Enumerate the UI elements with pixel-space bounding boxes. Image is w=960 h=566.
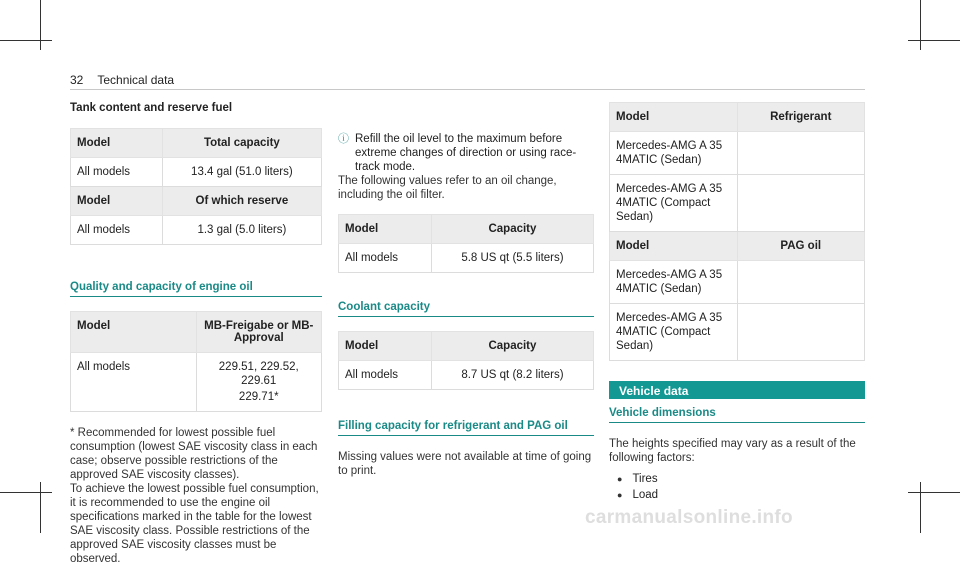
table-header: Capacity	[431, 215, 593, 244]
table-cell	[196, 353, 322, 412]
crop-mark	[40, 482, 41, 533]
table-header: Model	[339, 215, 432, 244]
note-text: Refill the oil level to the maximum before extreme changes of direction or using race-track mode.	[355, 133, 577, 173]
page-header	[70, 73, 174, 87]
oil-approval-table	[70, 311, 322, 412]
vehicle-data-banner: Vehicle data	[609, 381, 865, 399]
table-row	[339, 244, 594, 273]
section-title: Technical data	[97, 73, 175, 87]
table-header: Model	[71, 312, 197, 353]
table-row	[610, 304, 865, 361]
filling-text: Missing values were not available at time of going to print.	[338, 451, 592, 477]
table-cell: All models	[71, 216, 163, 245]
table-header: Of which reserve	[162, 187, 321, 216]
watermark: carmanualsonline.info	[585, 507, 793, 528]
table-row	[71, 158, 322, 187]
crop-mark	[920, 482, 921, 533]
column-left	[70, 102, 322, 566]
table-cell	[737, 132, 865, 175]
crop-mark	[908, 40, 960, 41]
coolant-title: Coolant capacity	[338, 301, 594, 317]
vehicle-dimensions-title: Vehicle dimensions	[609, 407, 865, 423]
refrigerant-table	[609, 102, 865, 361]
vehicle-text: The heights specified may vary as a result of the following factors:	[609, 438, 856, 464]
list-item: ● Load	[617, 489, 659, 501]
note	[338, 132, 594, 174]
crop-mark	[0, 492, 52, 493]
approval-values: 229.71*	[238, 391, 279, 403]
oil-paragraph: To achieve the lowest possible fuel consumption, it is recommended to use the engine oil specifications marked in the table for the lowest SAE viscosity class. Possible restrictions of the approved SAE viscosity classes must be observed.	[70, 483, 319, 565]
table-cell: All models	[71, 353, 197, 412]
table-row	[610, 261, 865, 304]
bullet-icon: ●	[617, 474, 623, 484]
table-header: MB-Freigabe or MB-Approval	[196, 312, 322, 353]
crop-mark	[908, 492, 960, 493]
filling-title: Filling capacity for refrigerant and PAG oil	[338, 420, 594, 436]
table-cell: 13.4 gal (51.0 liters)	[162, 158, 321, 187]
table-header: Model	[71, 129, 163, 158]
table-cell: Mercedes-AMG A 35 4MATIC (Compact Sedan)	[610, 175, 738, 232]
column-middle	[338, 102, 594, 478]
oil-title: Quality and capacity of engine oil	[70, 281, 322, 297]
table-cell: 8.7 US qt (8.2 liters)	[431, 361, 593, 390]
table-cell	[737, 175, 865, 232]
info-icon: ⓘ	[338, 133, 349, 145]
bullet-icon: ●	[617, 490, 623, 500]
coolant-table	[338, 331, 594, 390]
tank-capacity-table	[70, 128, 322, 245]
table-row	[71, 216, 322, 245]
crop-mark	[40, 0, 41, 50]
table-header: Total capacity	[162, 129, 321, 158]
table-cell: 5.8 US qt (5.5 liters)	[431, 244, 593, 273]
crop-mark	[920, 0, 921, 50]
crop-mark	[0, 40, 52, 41]
table-cell: All models	[339, 244, 432, 273]
footnote: * Recommended for lowest possible fuel consumption (lowest SAE viscosity class in each case; observe possible restrictions of the approved SAE viscosity classes).	[70, 427, 318, 481]
header-divider	[70, 89, 865, 90]
table-cell: Mercedes-AMG A 35 4MATIC (Sedan)	[610, 132, 738, 175]
table-header: Refrigerant	[737, 103, 865, 132]
oil-following-text: The following values refer to an oil change, including the oil filter.	[338, 175, 557, 201]
factor-list	[609, 471, 865, 503]
tank-title: Tank content and reserve fuel	[70, 102, 233, 114]
table-row	[610, 175, 865, 232]
approval-values: 229.51, 229.52, 229.61	[218, 361, 299, 387]
list-item: ● Tires	[617, 473, 658, 485]
table-cell: 1.3 gal (5.0 liters)	[162, 216, 321, 245]
oil-capacity-table	[338, 214, 594, 273]
table-cell: All models	[71, 158, 163, 187]
page-number: 32	[70, 73, 84, 87]
table-header: Model	[610, 103, 738, 132]
column-right	[609, 102, 865, 503]
table-row	[339, 361, 594, 390]
table-cell: Mercedes-AMG A 35 4MATIC (Compact Sedan)	[610, 304, 738, 361]
table-header: PAG oil	[737, 232, 865, 261]
table-cell	[737, 304, 865, 361]
table-header: Model	[71, 187, 163, 216]
table-header: Model	[610, 232, 738, 261]
table-row	[71, 353, 322, 412]
table-row	[610, 132, 865, 175]
table-header: Model	[339, 332, 432, 361]
table-cell: All models	[339, 361, 432, 390]
table-cell: Mercedes-AMG A 35 4MATIC (Sedan)	[610, 261, 738, 304]
table-header: Capacity	[431, 332, 593, 361]
table-cell	[737, 261, 865, 304]
